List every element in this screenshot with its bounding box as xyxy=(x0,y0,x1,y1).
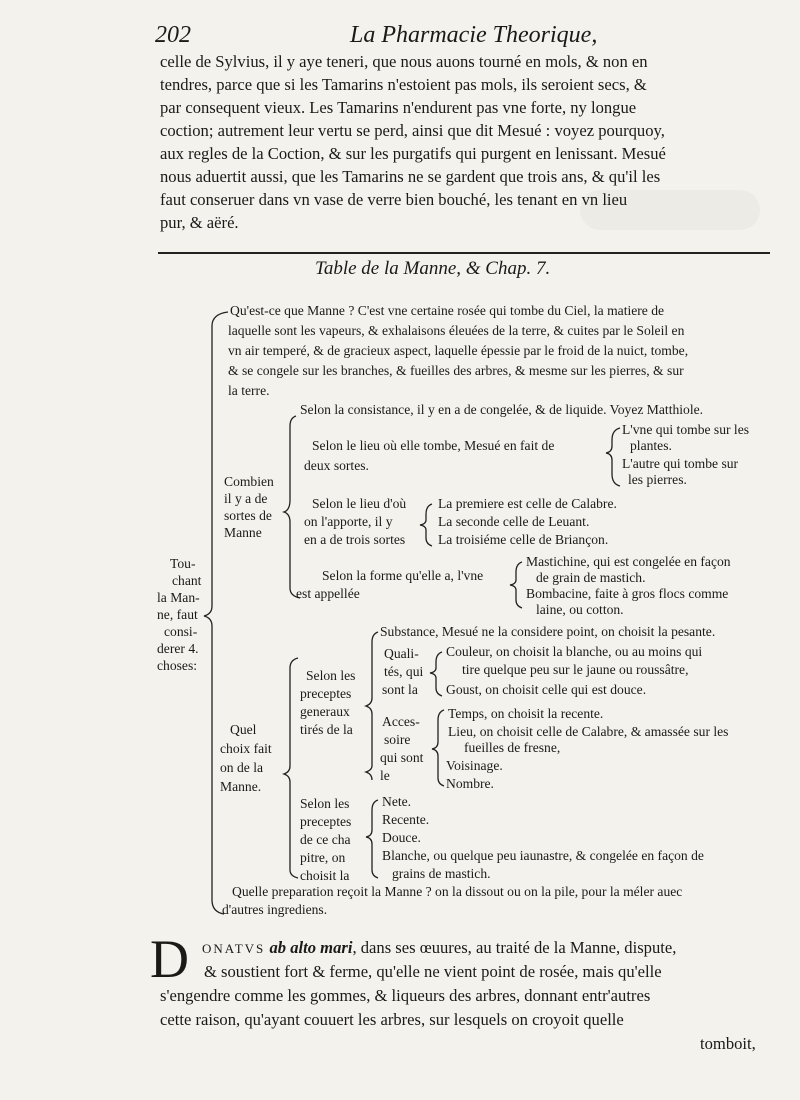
root-line: Tou- xyxy=(170,556,196,571)
closing-line: s'engendre comme les gommes, & liqueurs des arbres, donnant entr'autres xyxy=(160,986,651,1005)
forme-label: est appellée xyxy=(296,586,360,601)
accessoire-brace xyxy=(432,710,444,786)
definition-line: la terre. xyxy=(228,383,270,398)
closing-first-word: ONATVS xyxy=(202,941,266,956)
accessoire-label: soire xyxy=(384,732,411,747)
forme-item: Mastichine, qui est congelée en façon xyxy=(526,554,731,569)
chapitre-label: de ce cha xyxy=(300,832,351,847)
intro-line: faut conseruer dans vn vase de verre bien bouché, les tenant en vn lieu xyxy=(160,190,628,209)
closing-first-line xyxy=(202,938,676,958)
forme-item: Bombacine, faite à gros flocs comme xyxy=(526,586,729,601)
root-line: ne, faut xyxy=(157,607,198,622)
choix-bracket xyxy=(366,632,378,780)
apporte-label: en a de trois sortes xyxy=(304,532,406,547)
generaux-label: Selon les xyxy=(306,668,356,683)
lieu-tombe-item: plantes. xyxy=(630,438,672,453)
combien-line: sortes de xyxy=(224,508,272,523)
accessoire-item: Voisinage. xyxy=(446,758,503,773)
intro-line: celle de Sylvius, il y aye teneri, que nous auons tourné en mols, & non en xyxy=(160,52,648,71)
choix-line: Manne. xyxy=(220,779,262,794)
accessoire-item: Temps, on choisit la recente. xyxy=(448,706,604,721)
qualites-item: Couleur, on choisit la blanche, ou au moins qui xyxy=(446,644,703,659)
combien-bracket xyxy=(284,416,300,598)
forme-item: de grain de mastich. xyxy=(536,570,646,585)
combien-line: il y a de xyxy=(224,491,268,506)
preparation-line: Quelle preparation reçoit la Manne ? on la dissout ou on la pile, pour la méler auec xyxy=(232,884,683,899)
root-line: consi- xyxy=(164,624,198,639)
qualites-label: Quali- xyxy=(384,646,419,661)
lieu-tombe-label: deux sortes. xyxy=(304,458,369,473)
generaux-label: preceptes xyxy=(300,686,352,701)
combien-line: Manne xyxy=(224,525,262,540)
intro-line: tendres, parce que si les Tamarins n'estoient pas mols, ils seroient secs, & xyxy=(160,75,647,94)
chapitre-label: preceptes xyxy=(300,814,352,829)
qualites-brace xyxy=(430,652,442,696)
intro-line: par consequent vieux. Les Tamarins n'endurent pas vne forte, ny longue xyxy=(160,98,637,117)
definition-line: laquelle sont les vapeurs, & exhalaisons éleuées de la terre, & cuites par le Soleil en xyxy=(228,323,685,338)
chapitre-item: Blanche, ou quelque peu iaunastre, & congelée en façon de xyxy=(382,848,704,863)
intro-line: coction; autrement leur vertu se perd, ainsi que dit Mesué : voyez pourquoy, xyxy=(160,121,665,140)
root-line: la Man- xyxy=(157,590,200,605)
chapitre-item: Douce. xyxy=(382,830,421,845)
apporte-item: La seconde celle de Leuant. xyxy=(438,514,590,529)
lieu-tombe-item: les pierres. xyxy=(628,472,687,487)
qualites-item: tire quelque peu sur le jaune ou roussâtre, xyxy=(462,662,689,677)
accessoire-item: fueilles de fresne, xyxy=(464,740,561,755)
accessoire-item: Lieu, on choisit celle de Calabre, & amassée sur les xyxy=(448,724,729,739)
apporte-item: La premiere est celle de Calabre. xyxy=(438,496,617,511)
accessoire-label: le xyxy=(380,768,390,783)
root-line: derer 4. xyxy=(157,641,199,656)
combien-line: Combien xyxy=(224,474,274,489)
section-rule xyxy=(158,252,770,254)
qualites-label: sont la xyxy=(382,682,418,697)
qualites-label: tés, qui xyxy=(384,664,424,679)
chapitre-label: choisit la xyxy=(300,868,350,883)
root-line: chant xyxy=(172,573,202,588)
definition-line: Qu'est-ce que Manne ? C'est vne certaine rosée qui tombe du Ciel, la matiere de xyxy=(230,303,665,318)
intro-line: aux regles de la Coction, & sur les purgatifs qui purgent en lenissant. Mesué xyxy=(160,144,666,163)
forme-brace xyxy=(510,562,522,608)
qualites-item: Goust, on choisit celle qui est douce. xyxy=(446,682,647,697)
closing-first-italic: ab alto mari xyxy=(269,938,353,957)
accessoire-label: qui sont xyxy=(380,750,424,765)
chapitre-item: grains de mastich. xyxy=(392,866,491,881)
closing-first-rest: , dans ses œuures, au traité de la Manne, dispute, xyxy=(352,938,677,957)
lieu-tombe-label: Selon le lieu où elle tombe, Mesué en fait de xyxy=(312,438,555,453)
main-bracket xyxy=(204,312,228,914)
choix-line: choix fait xyxy=(220,741,272,756)
consistance-line: Selon la consistance, il y en a de congelée, & de liquide. Voyez Matthiole. xyxy=(300,402,704,417)
closing-line: & soustient fort & ferme, qu'elle ne vient point de rosée, mais qu'elle xyxy=(204,962,662,981)
choix-outer xyxy=(284,658,298,878)
intro-line: nous aduertit aussi, que les Tamarins ne se gardent que trois ans, & qu'il les xyxy=(160,167,661,186)
lieu-brace xyxy=(606,428,620,486)
apporte-label: Selon le lieu d'où xyxy=(312,496,407,511)
lieu-tombe-item: L'vne qui tombe sur les xyxy=(622,422,750,437)
closing-line: cette raison, qu'ayant couuert les arbres, sur lesquels on croyoit quelle xyxy=(160,1010,624,1029)
forme-item: laine, ou cotton. xyxy=(536,602,624,617)
accessoire-label: Acces- xyxy=(382,714,420,729)
chapitre-label: pitre, on xyxy=(300,850,346,865)
table-title: Table de la Manne, & Chap. 7. xyxy=(315,258,551,279)
forme-label: Selon la forme qu'elle a, l'vne xyxy=(322,568,484,583)
apporte-brace xyxy=(420,504,432,546)
intro-line: pur, & aëré. xyxy=(160,213,239,232)
choix-line: on de la xyxy=(220,760,264,775)
catchword: tomboit, xyxy=(700,1034,756,1053)
apporte-label: on l'apporte, il y xyxy=(304,514,393,529)
generaux-label: generaux xyxy=(300,704,350,719)
chapitre-label: Selon les xyxy=(300,796,350,811)
definition-line: vn air temperé, & de gracieux aspect, laquelle épessie par le froid de la nuict, tombe, xyxy=(228,343,689,358)
choix-line: Quel xyxy=(230,722,257,737)
apporte-item: La troisiéme celle de Briançon. xyxy=(438,532,609,547)
root-line: choses: xyxy=(157,658,198,673)
lieu-tombe-item: L'autre qui tombe sur xyxy=(622,456,739,471)
substance-line: Substance, Mesué ne la considere point, on choisit la pesante. xyxy=(380,624,716,639)
chapitre-brace xyxy=(366,800,378,878)
chapitre-item: Recente. xyxy=(382,812,430,827)
chapitre-item: Nete. xyxy=(382,794,412,809)
preparation-line: d'autres ingrediens. xyxy=(222,902,328,917)
generaux-label: tirés de la xyxy=(300,722,353,737)
accessoire-item: Nombre. xyxy=(446,776,494,791)
definition-line: & se congele sur les branches, & fueilles des arbres, & mesme sur les pierres, & sur xyxy=(228,363,684,378)
drop-cap: D xyxy=(150,929,189,989)
page-number: 202 xyxy=(155,22,191,48)
running-title: La Pharmacie Theorique, xyxy=(350,22,598,48)
